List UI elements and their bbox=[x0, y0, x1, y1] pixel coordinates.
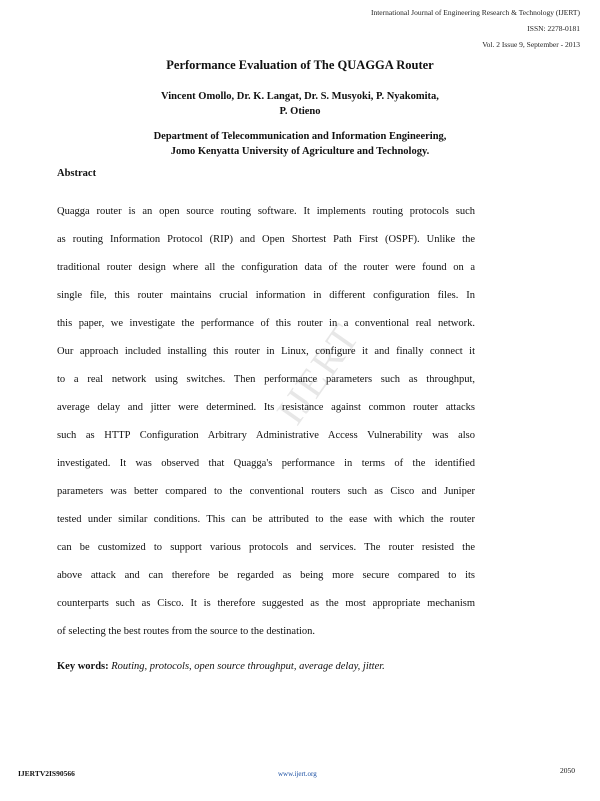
affiliation bbox=[80, 129, 520, 159]
paper-title: Performance Evaluation of The QUAGGA Router bbox=[166, 58, 434, 72]
abstract-line: to a real network using switches. Then performance parameters such as throughput, bbox=[57, 374, 475, 385]
affiliation-line: Jomo Kenyatta University of Agriculture and Technology. bbox=[170, 146, 430, 157]
abstract-line: as routing Information Protocol (RIP) and Open Shortest Path First (OSPF). Unlike the bbox=[57, 234, 475, 245]
abstract-line: tested under similar conditions. This can be attributed to the ease with which the router bbox=[57, 514, 475, 525]
abstract-line: this paper, we investigate the performance of this router in a conventional real network. bbox=[57, 318, 475, 329]
abstract-line: of selecting the best routes from the source to the destination. bbox=[57, 626, 316, 637]
volume-issue: Vol. 2 Issue 9, September - 2013 bbox=[482, 40, 580, 49]
abstract-line: can be customized to support various protocols and services. The router resisted the bbox=[57, 542, 475, 553]
issn: ISSN: 2278-0181 bbox=[527, 24, 580, 33]
abstract-line: Our approach included installing this router in Linux, configure it and finally connect it bbox=[57, 346, 475, 357]
journal-name: International Journal of Engineering Research & Technology (IJERT) bbox=[370, 8, 580, 17]
authors bbox=[100, 89, 500, 119]
paper-id: IJERTV2IS90566 bbox=[18, 769, 75, 778]
keywords-value: Routing, protocols, open source throughput, average delay, jitter. bbox=[111, 661, 385, 672]
affiliation-line: Department of Telecommunication and Information Engineering, bbox=[153, 131, 447, 142]
abstract-heading: Abstract bbox=[57, 168, 97, 179]
abstract-line: such as HTTP Configuration Arbitrary Administrative Access Vulnerability was also bbox=[57, 430, 475, 441]
ijert-watermark: IJERT bbox=[267, 314, 369, 433]
abstract-body bbox=[57, 205, 475, 653]
page-number: 2050 bbox=[560, 766, 575, 775]
authors-line: P. Otieno bbox=[279, 106, 321, 117]
abstract-line: average delay and jitter were determined. Its resistance against common router attacks bbox=[57, 402, 475, 413]
abstract-line: single file, this router maintains crucial information in different configuration files. In bbox=[57, 290, 475, 301]
authors-line: Vincent Omollo, Dr. K. Langat, Dr. S. Musyoki, P. Nyakomita, bbox=[161, 91, 439, 102]
abstract-line: traditional router design where all the configuration data of the router were found on a bbox=[57, 262, 475, 273]
abstract-line: counterparts such as Cisco. It is therefore suggested as the most appropriate mechanism bbox=[57, 598, 475, 609]
keywords-label: Key words: bbox=[57, 661, 109, 672]
journal-website-link[interactable]: www.ijert.org bbox=[278, 770, 317, 778]
abstract-line: investigated. It was observed that Quagga's performance in terms of the identified bbox=[57, 458, 475, 469]
abstract-line: parameters was better compared to the conventional routers such as Cisco and Juniper bbox=[57, 486, 475, 497]
keywords bbox=[57, 661, 385, 672]
abstract-line: above attack and can therefore be regarded as being more secure compared to its bbox=[57, 570, 475, 581]
abstract-line: Quagga router is an open source routing software. It implements routing protocols such bbox=[57, 206, 475, 217]
